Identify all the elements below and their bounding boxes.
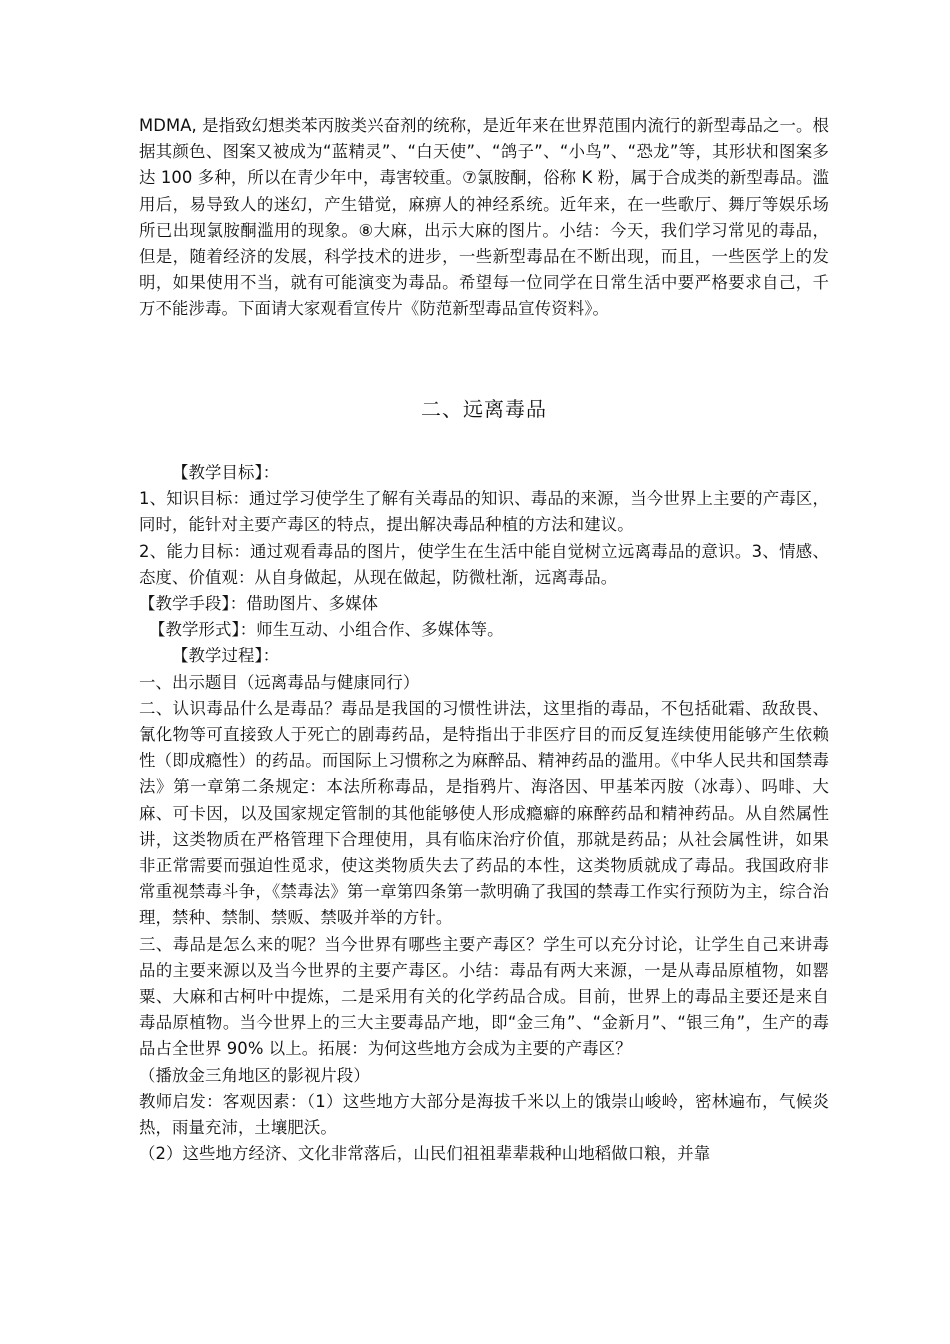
- intro-paragraph: MDMA, 是指致幻想类苯丙胺类兴奋剂的统称，是近年来在世界范围内流行的新型毒品之一。根据其颜色、图案又被成为“蓝精灵”、“白天使”、“鸽子”、“小鸟”、“恐龙”等，其形状和图案多达 100 多种，所以在青少年中，毒害较重。⑦氯胺酮，俗称 K 粉，属于合成类的新型毒品。滥用后，易导致人的迷幻，产生错觉，麻痹人的神经系统。近年来，在一些歌厅、舞厅等娱乐场所已出现氯胺酮滥用的现象。⑧大麻，出示大麻的图片。小结：今天，我们学习常见的毒品，但是，随着经济的发展，科学技术的进步，一些新型毒品在不断出现，而且，一些医学上的发明，如果使用不当，就有可能演变为毒品。希望每一位同学在日常生活中要严格要求自己，千万不能涉毒。下面请大家观看宣传片《防范新型毒品宣传资料》。: [139, 116, 829, 319]
- step-two: 二、认识毒品什么是毒品？毒品是我国的习惯性讲法，这里指的毒品，不包括砒霜、敌敌畏、氰化物等可直接致人于死亡的剧毒药品，是特指出于非医疗目的而反复连续使用能够产生依赖性（即成瘾性）的药品。而国际上习惯称之为麻醉品、精神药品的滥用。《中华人民共和国禁毒法》第一章第二条规定：本法所称毒品，是指鸦片、海洛因、甲基苯丙胺（冰毒）、吗啡、大麻、可卡因，以及国家规定管制的其他能够使人形成瘾癖的麻醉药品和精神药品。从自然属性讲，这类物质在严格管理下合理使用，具有临床治疗价值，那就是药品；从社会属性讲，如果非正常需要而强迫性觅求，使这类物质失去了药品的本性，这类物质就成了毒品。我国政府非常重视禁毒斗争，《禁毒法》第一章第四条第一款明确了我国的禁毒工作实行预防为主，综合治理，禁种、禁制、禁贩、禁吸并举的方针。: [139, 698, 829, 928]
- knowledge-goal: 1、知识目标：通过学习使学生了解有关毒品的知识、毒品的来源，当今世界上主要的产毒区，同时，能针对主要产毒区的特点，提出解决毒品种植的方法和建议。: [139, 489, 829, 535]
- section-title: 二、远离毒品: [421, 397, 547, 421]
- teaching-means: 【教学手段】：借助图片、多媒体: [139, 594, 379, 614]
- intro-block: [139, 113, 829, 323]
- lesson-body: [139, 460, 829, 1167]
- teacher-hint: 教师启发：客观因素：（1）这些地方大部分是海拔千米以上的饿崇山峻岭，密林遍布，气候炎热，雨量充沛，土壤肥沃。: [139, 1091, 829, 1138]
- reason-two: （2）这些地方经济、文化非常落后，山民们祖祖辈辈栽种山地稻做口粮，并靠: [139, 1144, 711, 1164]
- teaching-form: 【教学形式】：师生互动、小组合作、多媒体等。: [149, 620, 504, 640]
- video-note: （播放金三角地区的影视片段）: [139, 1065, 370, 1085]
- teaching-goal-heading: 【教学目标】：: [172, 463, 280, 482]
- teaching-process-heading: 【教学过程】：: [172, 646, 280, 666]
- step-one: 一、出示题目（远离毒品与健康同行）: [139, 672, 420, 692]
- step-three: 三、毒品是怎么来的呢？当今世界有哪些主要产毒区？学生可以充分讨论，让学生自己来讲毒品的主要来源以及当今世界的主要产毒区。小结：毒品有两大来源，一是从毒品原植物，如罂粟、大麻和古柯叶中提炼，二是采用有关的化学药品合成。目前，世界上的毒品主要还是来自毒品原植物。当今世界上的三大主要毒品产地，即“金三角”、“金新月”、“银三角”，生产的毒品占全世界 90% 以上。拓展：为何这些地方会成为主要的产毒区？: [139, 934, 829, 1059]
- ability-goal: 2、能力目标：通过观看毒品的图片，使学生在生活中能自觉树立远离毒品的意识。3、情感、态度、价值观：从自身做起，从现在做起，防微杜渐，远离毒品。: [139, 541, 829, 587]
